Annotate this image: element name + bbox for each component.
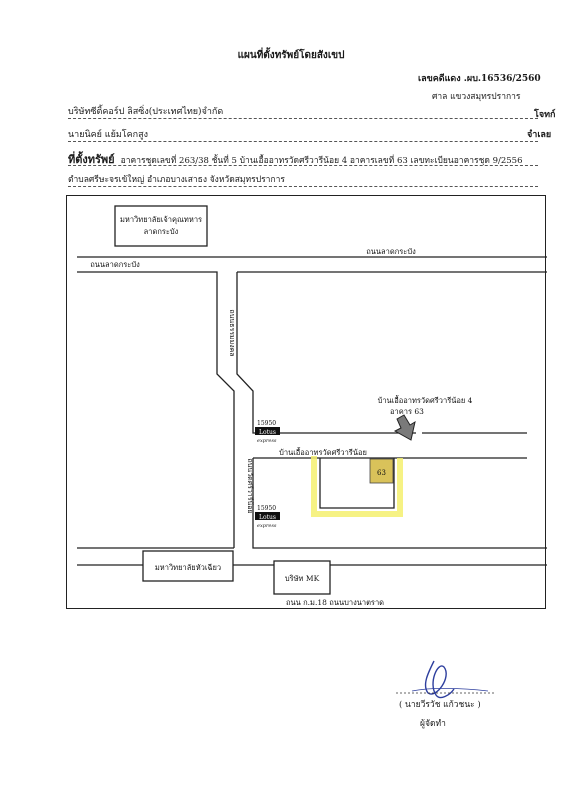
property-heading: ที่ตั้งทรัพย์ — [68, 153, 115, 166]
divider — [68, 118, 538, 119]
target-caption-2: อาคาร 63 — [390, 407, 424, 416]
road-left-label: ถนนลาดกระบัง — [90, 260, 140, 269]
divider — [68, 141, 538, 142]
document-title: แผนที่ตั้งทรัพย์โดยสังเขป — [237, 50, 345, 61]
lotus-brand: Lotus — [259, 429, 276, 436]
lotus-sub: express — [257, 523, 277, 529]
plaintiff-name: บริษัทซีติ้คอร์ป ลิสซิ่ง(ประเทศไทย)จำกัด — [68, 107, 224, 117]
defendant-role: จำเลย — [527, 130, 552, 140]
map-frame — [66, 195, 546, 609]
road-vertical-1-label: ถนนธรรมมงคล — [228, 309, 236, 357]
divider — [68, 186, 538, 187]
target-caption-1: บ้านเอื้ออาทรวัดศรีวารีน้อย 4 — [377, 396, 473, 405]
pointer-arrow-icon — [395, 415, 415, 440]
divider — [68, 165, 538, 166]
lotus-store-bottom — [255, 505, 280, 529]
university-top-label-1: มหาวิทยาลัยเจ้าคุณทหาร — [119, 215, 203, 224]
court-name: ศาล แขวงสมุทรปราการ — [432, 92, 521, 102]
property-location: ตำบลศรีษะจรเข้ใหญ่ อำเภอบางเสาธง จังหวัดสมุทรปราการ — [68, 175, 285, 185]
plaintiff-role: โจทก์ — [534, 110, 556, 120]
road-vertical-2-label: ถนนวัดศรีวารีน้อย — [246, 458, 254, 514]
target-building-label: 63 — [377, 469, 386, 477]
company-label: บริษัท MK — [284, 574, 320, 583]
signer-role: ผู้จัดทำ — [420, 719, 446, 729]
university-top-box — [115, 206, 207, 246]
defendant-name: นายนิคย์ แย้มโคกสูง — [68, 130, 148, 140]
road-top-label: ถนนลาดกระบัง — [366, 247, 416, 256]
lotus-sub: express — [257, 438, 277, 444]
road-left-edge — [77, 272, 234, 548]
lotus-number: 15950 — [257, 505, 277, 512]
lotus-store-top — [255, 420, 280, 444]
housing-road-label: บ้านเอื้ออาทรวัดศรีวารีน้อย — [279, 448, 367, 457]
property-details: อาคารชุดเลขที่ 263/38 ชั้นที่ 5 บ้านเอื้ออาทรวัดศรีวารีน้อย 4 อาคารเลขที่ 63 เลขทะเบียนอาคารชุด 9/2556 — [120, 156, 523, 166]
case-number: เลขคดีแดง .ผบ.16536/2560 — [418, 74, 541, 84]
lotus-brand: Lotus — [259, 514, 276, 521]
road-bottom-label: ถนน ก.ม.18 ถนนบางนาตราด — [285, 598, 385, 607]
lotus-number: 15950 — [257, 420, 277, 427]
signer-name: ( นายวีรวัช แก้วชนะ ) — [399, 700, 481, 710]
university-bottom-label: มหาวิทยาลัยหัวเฉียว — [154, 563, 222, 572]
map-svg — [67, 196, 547, 610]
signature-mark — [392, 655, 502, 775]
university-top-label-2: ลาดกระบัง — [143, 227, 179, 236]
